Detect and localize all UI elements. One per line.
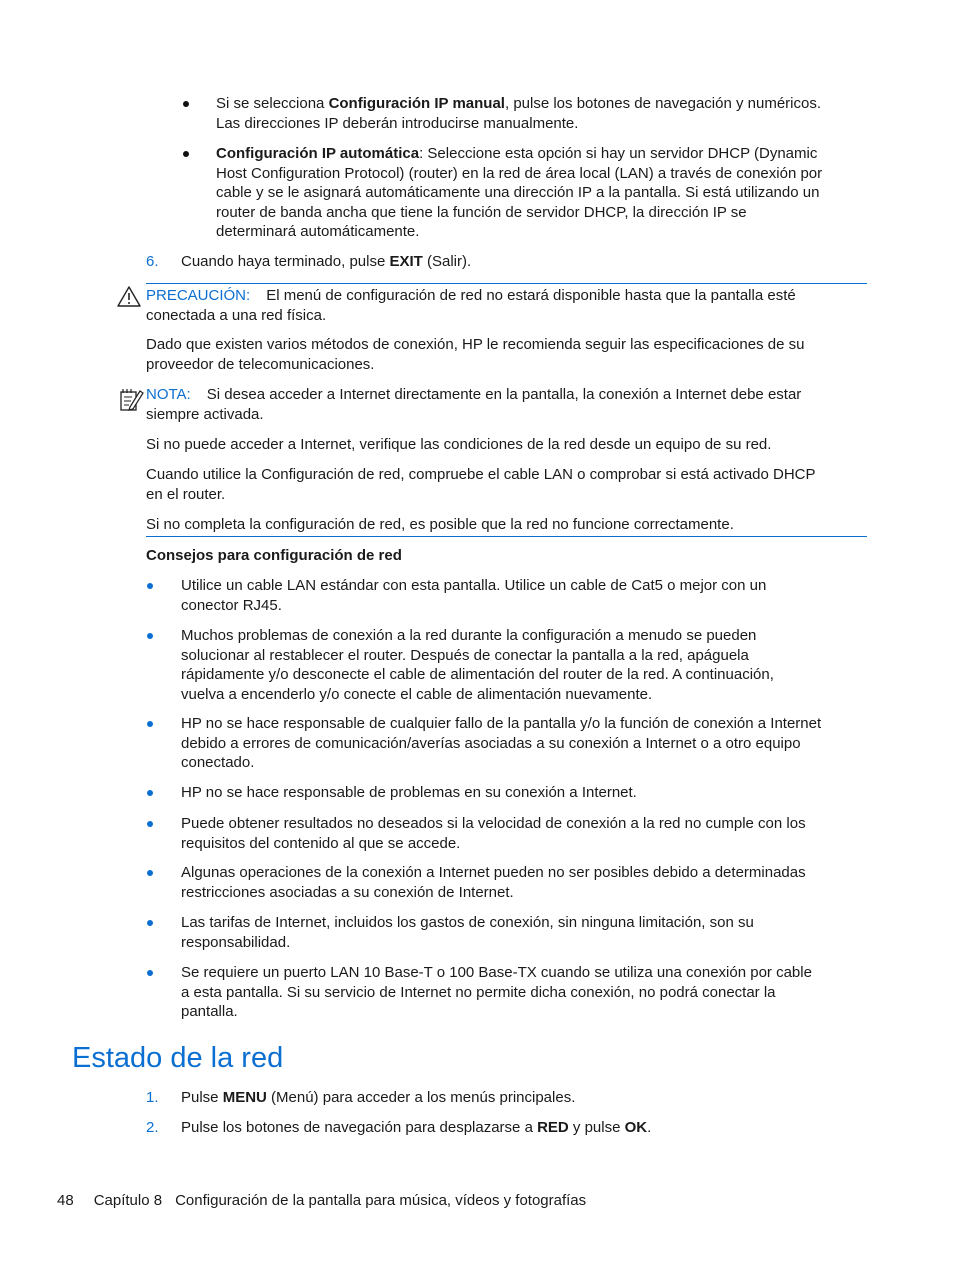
caution-top-rule	[146, 283, 867, 284]
note-paragraph: Si no completa la configuración de red, es posible que la red no funcione correctamente.	[146, 516, 734, 533]
note-paragraph: Cuando utilice la Configuración de red, compruebe el cable LAN o comprobar si está activado DHCP en el router.	[146, 466, 816, 503]
step-text: Pulse MENU (Menú) para acceder a los menús principales.	[181, 1089, 576, 1106]
list-item: HP no se hace responsable de cualquier fallo de la pantalla y/o la función de conexión a Internet debido a errores de comunicación/averías asociadas a su conexión a Internet o a otro equipo conectado.	[181, 715, 822, 771]
list-item: Configuración IP automática: Seleccione esta opción si hay un servidor DHCP (Dynamic Host Configuration Protocol) (router) en la red de área local (LAN) a través de conexión por cable y se le asignará automáticamente una dirección IP a la pantalla. Si está utilizando un router de banda ancha que tiene la función de servidor DHCP, la dirección IP se determinará automáticamente.	[216, 145, 823, 240]
bullet	[147, 721, 153, 727]
list-item: Algunas operaciones de la conexión a Internet pueden no ser posibles debido a determinadas restricciones asociadas a su conexión de Internet.	[181, 864, 806, 901]
bullet	[147, 920, 153, 926]
list-item: Puede obtener resultados no deseados si la velocidad de conexión a la red no cumple con los requisitos del contenido al que se accede.	[181, 815, 806, 852]
list-item: Muchos problemas de conexión a la red durante la configuración a menudo se pueden solucionar al restablecer el router. Después de conectar la pantalla a la red, apáguela rápidamente y/o desconecte el cable de alimentación del router de la red. A continuación, vuelva a encenderlo y/o conecte el cable de alimentación nuevamente.	[181, 627, 774, 703]
step-text: Cuando haya terminado, pulse EXIT (Salir).	[181, 253, 472, 270]
step-text: Pulse los botones de navegación para desplazarse a RED y pulse OK.	[181, 1119, 652, 1136]
list-item: Si se selecciona Configuración IP manual, pulse los botones de navegación y numéricos. Las direcciones IP deberán introducirse manualmente.	[216, 95, 822, 132]
bullet	[183, 101, 189, 107]
bullet	[147, 790, 153, 796]
chapter-title: Configuración de la pantalla para música, vídeos y fotografías	[175, 1192, 587, 1209]
section-subheading: Consejos para configuración de red	[146, 547, 402, 564]
step-number: 1.	[146, 1089, 159, 1106]
step-number: 2.	[146, 1119, 159, 1136]
note-icon	[118, 387, 144, 413]
bullet	[147, 633, 153, 639]
list-item: HP no se hace responsable de problemas en su conexión a Internet.	[181, 784, 637, 801]
bullet	[147, 870, 153, 876]
warning-icon	[117, 286, 141, 307]
bullet	[147, 583, 153, 589]
list-item: Se requiere un puerto LAN 10 Base-T o 100 Base-TX cuando se utiliza una conexión por cable a esta pantalla. Si su servicio de Internet no permite dicha conexión, no podrá conectar la pantalla.	[181, 964, 812, 1020]
bullet	[183, 151, 189, 157]
caution-paragraph: Dado que existen varios métodos de conexión, HP le recomienda seguir las especificaciones de su proveedor de telecomunicaciones.	[146, 336, 805, 373]
list-item: Las tarifas de Internet, incluidos los gastos de conexión, sin ninguna limitación, son su responsabilidad.	[181, 914, 754, 951]
section-heading: Estado de la red	[72, 1042, 284, 1074]
page-number: 48	[57, 1192, 74, 1209]
caution-text: PRECAUCIÓN: El menú de configuración de red no estará disponible hasta que la pantalla esté conectada a una red física.	[146, 287, 796, 324]
chapter-label: Capítulo 8	[93, 1192, 163, 1209]
note-text: NOTA: Si desea acceder a Internet directamente en la pantalla, la conexión a Internet debe estar siempre activada.	[146, 386, 802, 423]
note-bottom-rule	[146, 536, 867, 537]
bullet	[147, 970, 153, 976]
page-footer	[57, 1191, 586, 1211]
bullet	[147, 821, 153, 827]
step-number: 6.	[146, 253, 159, 270]
list-item: Utilice un cable LAN estándar con esta pantalla. Utilice un cable de Cat5 o mejor con un conector RJ45.	[181, 577, 767, 614]
note-paragraph: Si no puede acceder a Internet, verifique las condiciones de la red desde un equipo de su red.	[146, 436, 772, 453]
